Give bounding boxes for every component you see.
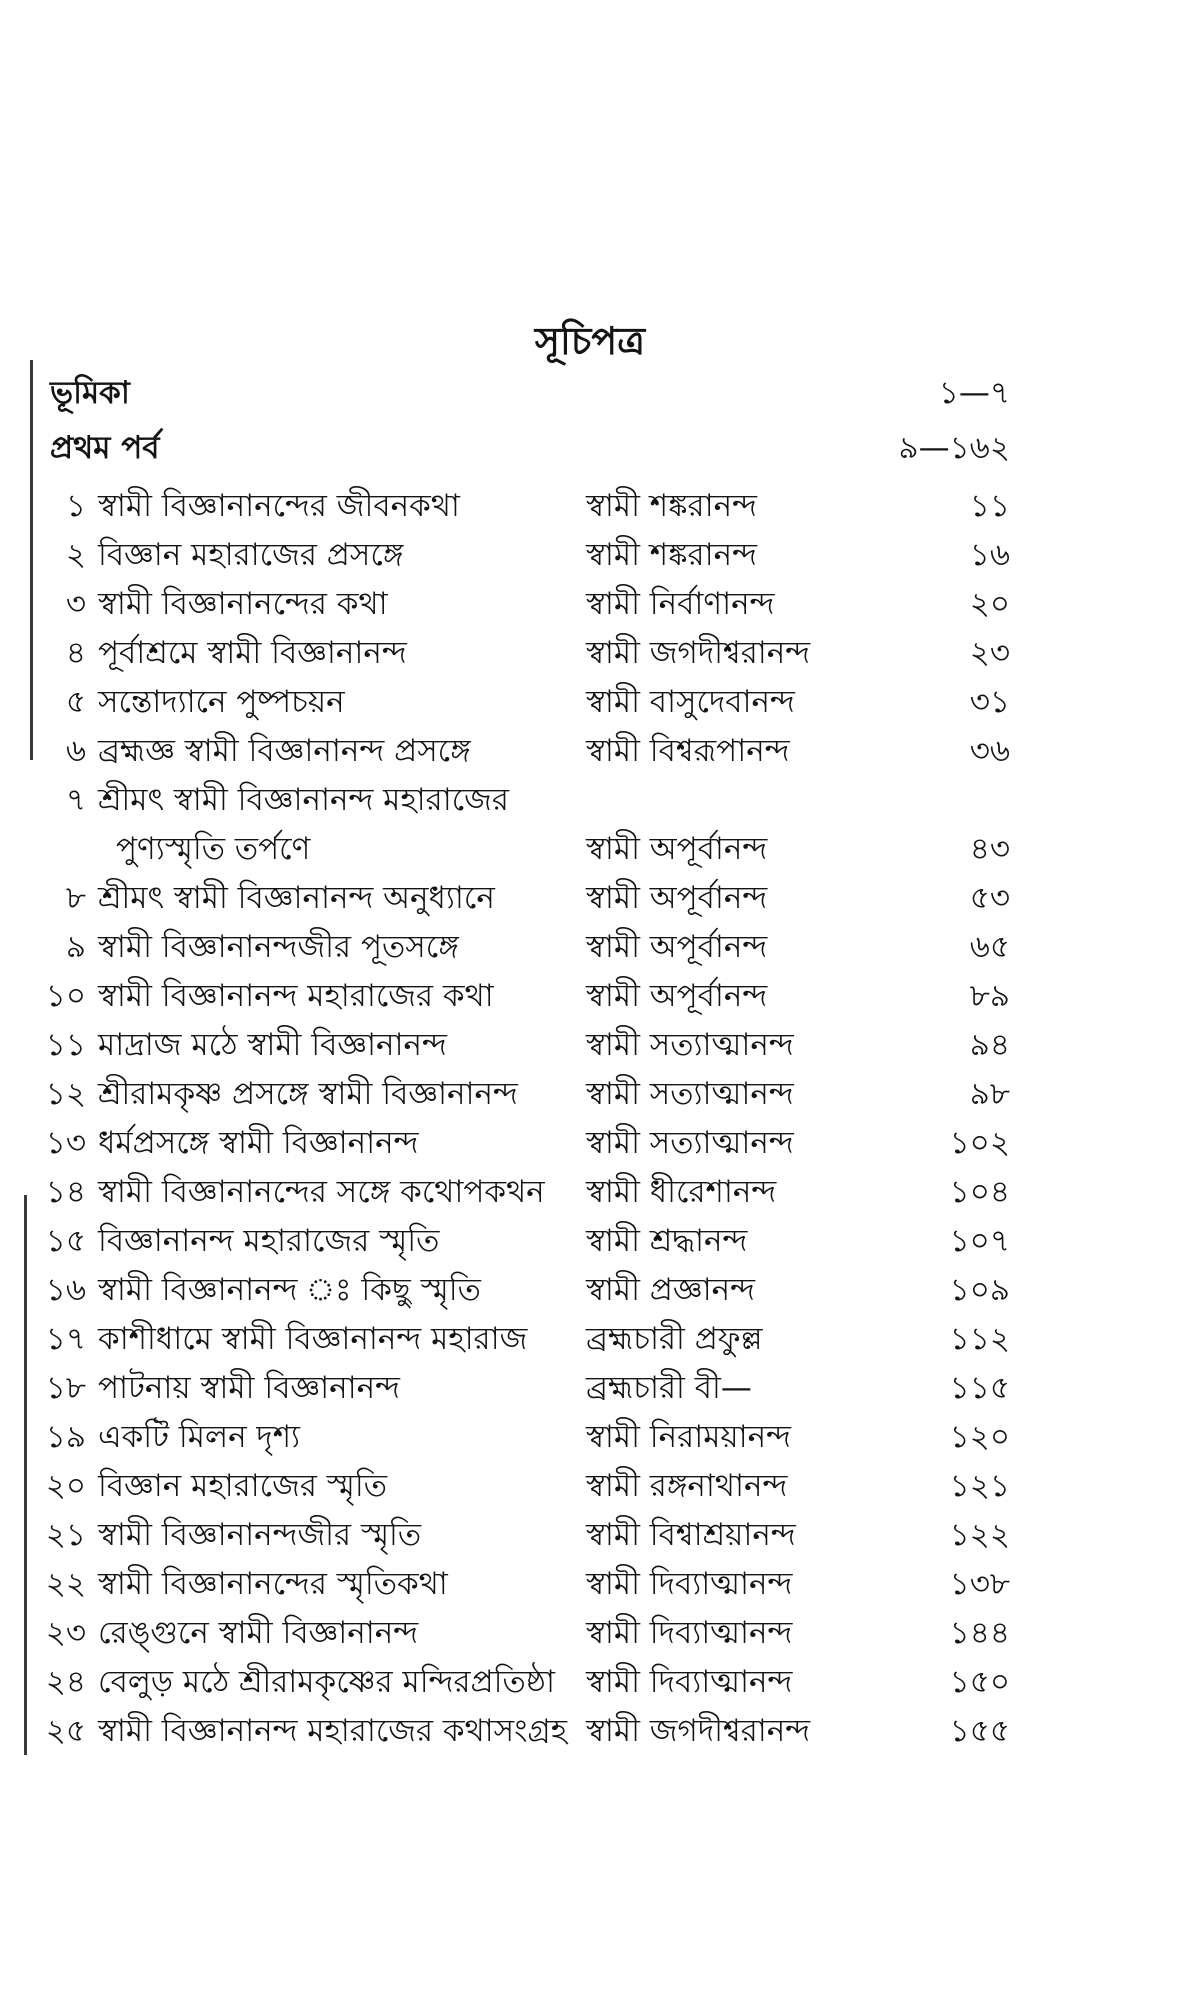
toc-entry xyxy=(0,1168,1180,1216)
entry-page: ৮৯ xyxy=(969,978,1010,1014)
entry-page: ১০৪ xyxy=(949,1174,1010,1210)
entry-number: ৪ xyxy=(65,635,86,671)
entry-number: ১৪ xyxy=(45,1174,86,1210)
entry-title: কাশীধামে স্বামী বিজ্ঞানানন্দ মহারাজ xyxy=(98,1321,528,1357)
entry-page: ৫৩ xyxy=(969,880,1010,916)
entry-author: স্বামী নিরাময়ানন্দ xyxy=(586,1419,792,1455)
entry-number: ২৫ xyxy=(45,1713,86,1749)
entry-page: ২০ xyxy=(969,586,1010,622)
entry-author: স্বামী অপূর্বানন্দ xyxy=(586,880,768,916)
toc-entry xyxy=(0,1070,1180,1118)
entry-page: ১১২ xyxy=(949,1321,1010,1357)
toc-entry xyxy=(0,1364,1180,1412)
entry-author: স্বামী শ্রদ্ধানন্দ xyxy=(586,1223,748,1259)
toc-entry xyxy=(0,1609,1180,1657)
entry-author: স্বামী অপূর্বানন্দ xyxy=(586,831,768,867)
page-title: সূচিপত্র xyxy=(534,319,646,363)
entry-author: স্বামী দিব্যাত্মানন্দ xyxy=(586,1566,793,1602)
entry-author: স্বামী প্রজ্ঞানন্দ xyxy=(586,1272,755,1308)
toc-entry xyxy=(0,1021,1180,1069)
section-row xyxy=(0,369,1180,417)
entry-author: স্বামী দিব্যাত্মানন্দ xyxy=(586,1615,793,1651)
entry-author: ব্রহ্মচারী প্রফুল্ল xyxy=(586,1321,763,1357)
entry-number: ১৮ xyxy=(45,1370,86,1406)
entry-title: ব্রহ্মজ্ঞ স্বামী বিজ্ঞানানন্দ প্রসঙ্গে xyxy=(98,733,471,769)
entry-author: স্বামী জগদীশ্বরানন্দ xyxy=(586,635,811,671)
toc-entry xyxy=(0,1462,1180,1510)
entry-author: স্বামী শঙ্করানন্দ xyxy=(586,488,757,524)
entry-page: ৯৮ xyxy=(969,1076,1010,1112)
toc-entry xyxy=(0,776,1180,824)
entry-title: স্বামী বিজ্ঞানানন্দ মহারাজের কথা xyxy=(98,978,494,1014)
entry-author: স্বামী বিশ্বরূপানন্দ xyxy=(586,733,790,769)
entry-author: স্বামী অপূর্বানন্দ xyxy=(586,929,768,965)
entry-title: পূর্বাশ্রমে স্বামী বিজ্ঞানানন্দ xyxy=(98,635,407,671)
section-row xyxy=(0,424,1180,472)
entry-page: ৯৪ xyxy=(969,1027,1010,1063)
toc-entry xyxy=(0,580,1180,628)
entry-author: স্বামী বাসুদেবানন্দ xyxy=(586,684,795,720)
entry-number: ২ xyxy=(65,537,86,573)
entry-title: বিজ্ঞান মহারাজের প্রসঙ্গে xyxy=(98,537,404,573)
entry-page: ১০৭ xyxy=(949,1223,1010,1259)
entry-page: ১১৫ xyxy=(949,1370,1010,1406)
section-pages: ৯—১৬২ xyxy=(898,430,1010,466)
entry-number: ২০ xyxy=(45,1468,86,1504)
toc-entry xyxy=(0,531,1180,579)
entry-page: ৩১ xyxy=(969,684,1010,720)
toc-entry xyxy=(0,1266,1180,1314)
entry-number: ১০ xyxy=(45,978,86,1014)
entry-author: স্বামী বিশ্বাশ্রয়ানন্দ xyxy=(586,1517,796,1553)
entry-title: স্বামী বিজ্ঞানানন্দের সঙ্গে কথোপকথন xyxy=(98,1174,545,1210)
entry-title-line2: পুণ্যস্মৃতি তর্পণে xyxy=(116,831,311,867)
entry-number: ২৩ xyxy=(45,1615,86,1651)
entry-title: রেঙ্গুনে স্বামী বিজ্ঞানানন্দ xyxy=(98,1615,419,1651)
entry-number: ৮ xyxy=(65,880,86,916)
entry-title: সন্তোদ্যানে পুষ্পচয়ন xyxy=(98,684,345,720)
entry-title: স্বামী বিজ্ঞানানন্দের কথা xyxy=(98,586,388,622)
section-pages: ১—৭ xyxy=(938,375,1010,411)
entry-number: ২১ xyxy=(45,1517,86,1553)
entry-title: স্বামী বিজ্ঞানানন্দ মহারাজের কথাসংগ্রহ xyxy=(98,1713,568,1749)
entry-author: স্বামী নির্বাণানন্দ xyxy=(586,586,775,622)
entry-author: স্বামী রঙ্গনাথানন্দ xyxy=(586,1468,788,1504)
entry-number: ১৩ xyxy=(45,1125,86,1161)
entry-number: ১২ xyxy=(45,1076,86,1112)
entry-number: ১৭ xyxy=(45,1321,86,1357)
entry-title: ধর্মপ্রসঙ্গে স্বামী বিজ্ঞানানন্দ xyxy=(98,1125,419,1161)
entry-title: স্বামী বিজ্ঞানানন্দ ঃ কিছু স্মৃতি xyxy=(98,1272,481,1308)
entry-author: স্বামী সত্যাত্মানন্দ xyxy=(586,1076,794,1112)
entry-author: স্বামী অপূর্বানন্দ xyxy=(586,978,768,1014)
entry-number: ২৪ xyxy=(45,1664,86,1700)
entry-title: স্বামী বিজ্ঞানানন্দের স্মৃতিকথা xyxy=(98,1566,448,1602)
entry-page: ১১ xyxy=(969,488,1010,524)
entry-number: ১১ xyxy=(45,1027,86,1063)
entry-title: স্বামী বিজ্ঞানানন্দজীর পূতসঙ্গে xyxy=(98,929,459,965)
toc-entry xyxy=(0,1658,1180,1706)
entry-title: শ্রীমৎ স্বামী বিজ্ঞানানন্দ অনুধ্যানে xyxy=(98,880,495,916)
toc-entry xyxy=(0,629,1180,677)
entry-page: ১২০ xyxy=(949,1419,1010,1455)
entry-page: ১৫০ xyxy=(949,1664,1010,1700)
entry-page: ৬৫ xyxy=(969,929,1010,965)
entry-number: ৩ xyxy=(65,586,86,622)
toc-entry xyxy=(0,727,1180,775)
toc-entry xyxy=(0,1511,1180,1559)
toc-entry xyxy=(0,1119,1180,1167)
entry-page: ৪৩ xyxy=(969,831,1010,867)
entry-author: স্বামী সত্যাত্মানন্দ xyxy=(586,1125,794,1161)
toc-entry xyxy=(0,874,1180,922)
entry-author: স্বামী সত্যাত্মানন্দ xyxy=(586,1027,794,1063)
entry-title: স্বামী বিজ্ঞানানন্দজীর স্মৃতি xyxy=(98,1517,422,1553)
toc-entry xyxy=(0,1707,1180,1755)
entry-page: ১০৯ xyxy=(949,1272,1010,1308)
toc-entry xyxy=(0,482,1180,530)
section-label: ভূমিকা xyxy=(50,375,130,411)
toc-entry-continued xyxy=(0,825,1180,873)
entry-number: ১৯ xyxy=(45,1419,86,1455)
entry-author: স্বামী দিব্যাত্মানন্দ xyxy=(586,1664,793,1700)
entry-page: ১৫৫ xyxy=(949,1713,1010,1749)
toc-entry xyxy=(0,1560,1180,1608)
entry-title: পাটনায় স্বামী বিজ্ঞানানন্দ xyxy=(98,1370,400,1406)
section-label: প্রথম পর্ব xyxy=(50,430,160,466)
entry-title: বিজ্ঞানানন্দ মহারাজের স্মৃতি xyxy=(98,1223,440,1259)
entry-page: ১০২ xyxy=(949,1125,1010,1161)
entry-title: বেলুড় মঠে শ্রীরামকৃষ্ণের মন্দিরপ্রতিষ্ঠা xyxy=(98,1664,555,1700)
entry-page: ১৪৪ xyxy=(949,1615,1010,1651)
entry-author: স্বামী জগদীশ্বরানন্দ xyxy=(586,1713,811,1749)
entry-number: ৫ xyxy=(65,684,86,720)
entry-number: ৬ xyxy=(65,733,86,769)
entry-page: ৩৬ xyxy=(969,733,1010,769)
entry-number: ১ xyxy=(65,488,86,524)
entry-title: শ্রীমৎ স্বামী বিজ্ঞানানন্দ মহারাজের xyxy=(98,782,509,818)
entry-number: ২২ xyxy=(45,1566,86,1602)
entry-page: ১৩৮ xyxy=(949,1566,1010,1602)
entry-page: ১২১ xyxy=(949,1468,1010,1504)
entry-number: ১৫ xyxy=(45,1223,86,1259)
toc-entry xyxy=(0,1315,1180,1363)
toc-entry xyxy=(0,1413,1180,1461)
entry-number: ৯ xyxy=(65,929,86,965)
entry-title: একটি মিলন দৃশ্য xyxy=(98,1419,301,1455)
entry-number: ৭ xyxy=(65,782,86,818)
entry-page: ২৩ xyxy=(969,635,1010,671)
entry-title: বিজ্ঞান মহারাজের স্মৃতি xyxy=(98,1468,387,1504)
entry-title: শ্রীরামকৃষ্ণ প্রসঙ্গে স্বামী বিজ্ঞানানন্দ xyxy=(98,1076,518,1112)
toc-entry xyxy=(0,972,1180,1020)
entry-page: ১২২ xyxy=(949,1517,1010,1553)
entry-author: ব্রহ্মচারী বী— xyxy=(586,1370,752,1406)
toc-entry xyxy=(0,678,1180,726)
entry-title: মাদ্রাজ মঠে স্বামী বিজ্ঞানানন্দ xyxy=(98,1027,447,1063)
entry-number: ১৬ xyxy=(45,1272,86,1308)
toc-entry xyxy=(0,923,1180,971)
entry-title: স্বামী বিজ্ঞানানন্দের জীবনকথা xyxy=(98,488,460,524)
entry-page: ১৬ xyxy=(969,537,1010,573)
entry-author: স্বামী ধীরেশানন্দ xyxy=(586,1174,777,1210)
entry-author: স্বামী শঙ্করানন্দ xyxy=(586,537,757,573)
toc-entry xyxy=(0,1217,1180,1265)
